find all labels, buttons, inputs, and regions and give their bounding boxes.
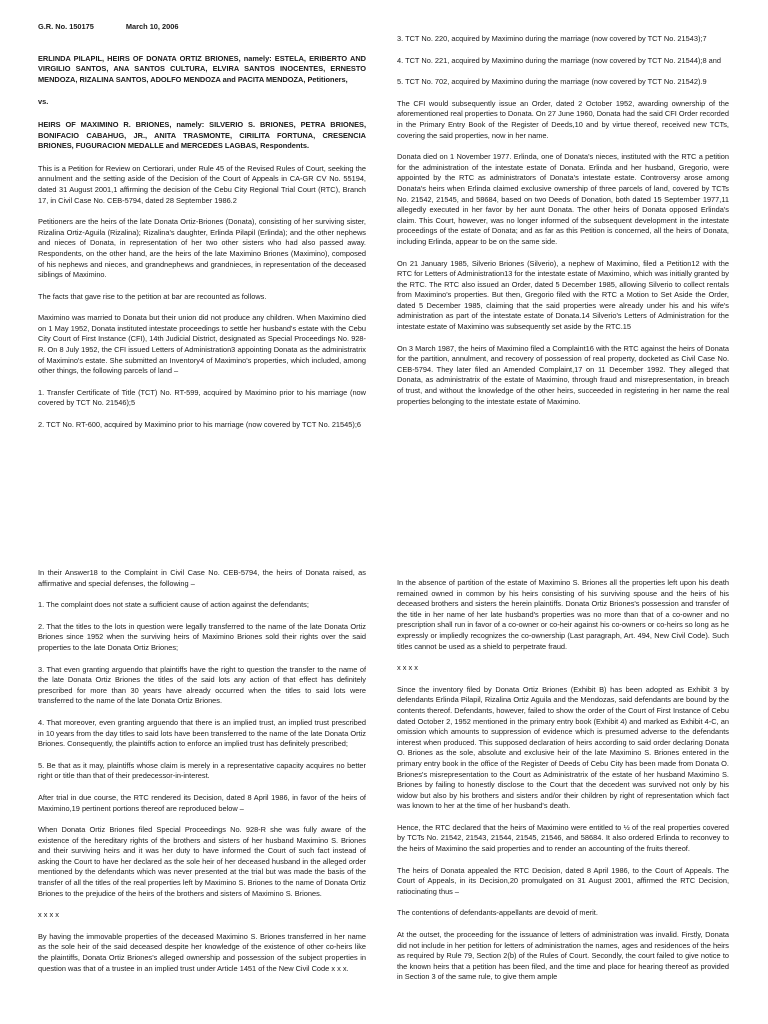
case-heading bbox=[38, 22, 366, 33]
body-paragraph: The contentions of defendants-appellants are devoid of merit. bbox=[397, 908, 598, 918]
body-paragraph: Maximino was married to Donata but their union did not produce any children. When Maximino died on 1 May 1952, Donata instituted intestate proceedings to settle her husband's estate with the Cebu City Court of First Instance (CFI), 14th Judicial District, designated as Special Proceedings No. 928-R. On 8 July 1952, the CFI issued Letters of Administration3 appointing Donata as the administratrix of Maximino's estate. She submitted an Inventory4 of Maximino's properties, which included, among other things, the following parcels of land – bbox=[38, 313, 366, 376]
body-paragraph: The facts that gave rise to the petition at bar are recounted as follows. bbox=[38, 291, 267, 301]
body-paragraph: On 3 March 1987, the heirs of Maximino filed a Complaint16 with the RTC against the heirs of Donata for the partition, annulment, and recovery of possession of real property, docketed as Civil Case No. CEB-5794. They later filed an Amended Complaint,17 on 11 December 1992. They alleged that Donata, as administratrix of the estate of Maximino, through fraud and misrepresentation, in breach of trust, and without the knowledge of the other heirs, succeeded in registering in her name the real properties belonging to the intestate estate of Maximino. bbox=[397, 343, 729, 406]
petitioners-block: ERLINDA PILAPIL, HEIRS OF DONATA ORTIZ BRIONES, namely: ESTELA, ERIBERTO AND VIRGILIO SANTOS, ANA SANTOS CULTURA, ELVIRA SANTOS INOCENTES, ERNESTO MENDOZA, RIZALINA SANTOS, ADOLFO MENDOZA and PACITA MENDOZA, Petitioners, bbox=[38, 53, 366, 84]
body-paragraph: 2. TCT No. RT-600, acquired by Maximino prior to his marriage (now covered by TCT No. 21545);6 bbox=[38, 420, 362, 430]
body-paragraph: 1. Transfer Certificate of Title (TCT) No. RT-599, acquired by Maximino prior to his marriage (now covered by TCT No. 21546);5 bbox=[38, 387, 366, 408]
body-paragraph: Hence, the RTC declared that the heirs of Maximino were entitled to ½ of the real properties covered by TCTs No. 21542, 21543, 21544, 21545, 21546, and 58684. It also ordered Erlinda to reconvey to the heirs of Maximino the said properties and to render an accounting of the fruits thereof. bbox=[397, 822, 729, 854]
body-paragraph: The CFI would subsequently issue an Order, dated 2 October 1952, awarding ownership of the aforementioned real properties to Donata. On 27 June 1960, Donata had the said CFI Order recorded in the Primary Entry Book of the Register of Deeds,10 and by virtue thereof, received new TCTs, covering the said properties, now in her name. bbox=[397, 98, 729, 140]
body-paragraph: On 21 January 1985, Silverio Briones (Silverio), a nephew of Maximino, filed a Petition12 with the RTC for Letters of Administration13 for the intestate estate of Maximino, which was initially granted by the RTC. The RTC also issued an Order, dated 5 December 1985, allowing Silverio to collect rentals from Maximino's properties. But then, Gregorio filed with the RTC a Motion to Set Aside the Order, dated 5 December 1985, claiming that the said properties were already under his and his wife's administration as part of the intestate estate of Donata.14 Silverio's Letters of Administration for the intestate estate of Maximino was subsequently set aside by the RTC.15 bbox=[397, 258, 729, 332]
body-paragraph: x x x x bbox=[38, 910, 59, 920]
column-top-right bbox=[397, 34, 729, 512]
body-paragraph: At the outset, the proceeding for the issuance of letters of administration was invalid. Firstly, Donata did not include in her petition for letters of administration the names, ages and residences of the heirs as required by Rule 79, Section 2(b) of the Rules of Court. Secondly, the court failed to give notice to the known heirs that a petition has been filed, and the time and place for hearing thereof as provided in Section 3 of the same rule, to give them ample bbox=[397, 930, 729, 982]
body-paragraph: By having the immovable properties of the deceased Maximino S. Briones transferred in her name as the sole heir of the said deceased despite her knowledge of the existence of other co-heirs like the plaintiffs, Donata Ortiz Briones's alleged ownership and possession of the subject properties in question was that of a trustee in an implied trust under Article 1451 of the New Civil Code x x x. bbox=[38, 931, 366, 973]
body-paragraph: x x x x bbox=[397, 663, 418, 673]
body-paragraph: In their Answer18 to the Complaint in Civil Case No. CEB-5794, the heirs of Donata raised, as affirmative and special defenses, the following – bbox=[38, 568, 366, 588]
body-paragraph: After trial in due course, the RTC rendered its Decision, dated 8 April 1986, in favor of the heirs of Maximino,19 pertinent portions thereof are reproduced below – bbox=[38, 792, 366, 813]
body-paragraph: 4. TCT No. 221, acquired by Maximino during the marriage (now covered by TCT No. 21544);8 and bbox=[397, 55, 721, 65]
body-paragraph: Donata died on 1 November 1977. Erlinda, one of Donata's nieces, instituted with the RTC a petition for the administration of the intestate estate of Donata. Erlinda and her husband, Gregorio, were appointed by the RTC as administrators of Donata's intestate estate. Controversy arose among Donata's heirs when Erlinda claimed exclusive ownership of three parcels of land, covered by TCTs No. 21542, 21545, and 58684, based on two Deeds of Donation, both dated 15 September 1977,11 allegedly executed in her favor by her aunt Donata. The other heirs of Donata opposed Erlinda's claim. This Court, however, was no longer informed of the subsequent development in the intestate proceedings of the estate of Donata; and as far as this Petition is concerned, all the heirs of Donata, including Erlinda, appear to be on the same side. bbox=[397, 152, 729, 246]
body-paragraph: 5. TCT No. 702, acquired by Maximino during the marriage (now covered by TCT No. 21542).9 bbox=[397, 77, 707, 87]
body-paragraph: The heirs of Donata appealed the RTC Decision, dated 8 April 1986, to the Court of Appeals. The Court of Appeals, in its Decision,20 promulgated on 31 August 2001, affirmed the RTC Decision, ratiocinating thus – bbox=[397, 865, 729, 896]
body-paragraph: In the absence of partition of the estate of Maximino S. Briones all the properties left upon his death remained owned in common by his heirs consisting of his surviving spouse and the heirs of his deceased brothers and sisters the herein plaintiffs. Donata Ortiz Briones's possession and transfer of the title in her name of her late husband's properties was no more than that of a co-owner and no prescription shall run in favor of a co-owner or co-heir against his co-owners or co-heirs so long as he expressly or impliedly recognizes the co-ownership (Last paragraph, Art. 494, New Civil Code). Such titles cannot be used as a shield to perpetrate fraud. bbox=[397, 578, 729, 651]
body-paragraph: When Donata Ortiz Briones filed Special Proceedings No. 928-R she was fully aware of the existence of the hereditary rights of the brothers and sisters of her husband Maximino S. Briones and their surviving heirs and it was her duty to have informed the Court of such fact instead of asking the Court to have her declared as the sole heir of her deceased husband in the alleged order mentioned by the defendants which was never presented at the trial but was made the basis of the transfer of all the titles of the real properties left by Maximino S. Briones to the name of Donata Ortiz Briones to the prejudice of the heirs of the brothers and sisters of Maximino S. Briones. bbox=[38, 825, 366, 898]
bottom-right-body bbox=[397, 578, 729, 983]
case-number: G.R. No. 150175 bbox=[38, 22, 94, 31]
column-bottom-right bbox=[397, 578, 729, 1024]
body-paragraph: Since the inventory filed by Donata Ortiz Briones (Exhibit B) has been adopted as Exhibit 3 by defendants Erlinda Pilapil, Rizalina Ortiz Aguila and the Mendozas, said defendants are bound by the contents thereof. Defendants, however, failed to show the order of the Court of First Instance of Cebu dated October 2, 1952 mentioned in the primary entry book (Exhibit 4) and marked as Exhibit 4-C, an omission which amounts to suppression of evidence which is presumed adverse to the defendants interest when produced. This supposed declaration of heirs according to said order declaring Donata O. Briones as the sole, absolute and exclusive heir of the late Maximino S. Briones entered in the primary entry book in the office of the Register of Deeds of Cebu City has been made from Donata O. Briones's misrepresentation to the Court as Administratrix of the estate of her husband Maximino S. Briones by failing to honestly disclose to the Court that the decedent was survived not only by his widow but also by his brothers and sisters and/or their children by right of representation which fact was known to her at the time of her husband's death. bbox=[397, 684, 729, 811]
versus-label: vs. bbox=[38, 97, 49, 107]
column-bottom-left bbox=[38, 568, 366, 1024]
top-left-body bbox=[38, 164, 366, 431]
body-paragraph: 4. That moreover, even granting arguendo that there is an implied trust, an implied trust prescribed in 10 years from the day titles to said lots have been transferred to the name of the late Donata Ortiz Briones. Consequently, the plaintiffs action to enforce an implied trust has definitely prescribed; bbox=[38, 717, 366, 749]
body-paragraph: This is a Petition for Review on Certiorari, under Rule 45 of the Revised Rules of Court, seeking the annulment and the setting aside of the Decision of the Court of Appeals in CA-GR CV No. 55194, dated 31 August 2001,1 affirming the decision of the Cebu City Regional Trial Court (RTC), Branch 17, in Civil Case No. CEB-5794, dated 28 September 1986.2 bbox=[38, 163, 366, 205]
case-date: March 10, 2006 bbox=[125, 22, 179, 31]
bottom-left-body bbox=[38, 568, 366, 974]
body-paragraph: 3. That even granting arguendo that plaintiffs have the right to question the transfer to the name of the late Donata Ortiz Briones the titles of the said lots any action of that effect has definitely prescribed for more than 30 years have already occurred when the titles to said lots were transferred to the name of the late Donata Ortiz Briones. bbox=[38, 664, 366, 706]
top-right-body bbox=[397, 34, 729, 407]
column-top-left bbox=[38, 22, 366, 512]
body-paragraph: Petitioners are the heirs of the late Donata Ortiz-Briones (Donata), consisting of her surviving sister, Rizalina Ortiz-Aguila (Rizalina); Rizalina's daughter, Erlinda Pilapil (Erlinda); and the other nephews and nieces of Donata, in representation of her two other sisters who had also passed away. Respondents, on the other hand, are the heirs of the late Maximino Briones (Maximino), composed of his nephews and nieces, and grandnephews and grandnieces, in representation of the deceased siblings of Maximino. bbox=[38, 217, 366, 280]
body-paragraph: 1. The complaint does not state a sufficient cause of action against the defendants; bbox=[38, 600, 309, 610]
respondents-block: HEIRS OF MAXIMINO R. BRIONES, namely: SILVERIO S. BRIONES, PETRA BRIONES, BONIFACIO CABAHUG, JR., ANITA TRASMONTE, CIRILITA FORTUNA, CRESENCIA BRIONES, FUGURACION MEDALLE and MERCEDES LAGBAS, Respondents. bbox=[38, 119, 366, 151]
body-paragraph: 3. TCT No. 220, acquired by Maximino during the marriage (now covered by TCT No. 21543);7 bbox=[397, 34, 707, 43]
body-paragraph: 2. That the titles to the lots in question were legally transferred to the name of the late Donata Ortiz Briones since 1952 when the surviving heirs of Maximino Briones sold their rights over the said properties to the late Donata Ortiz Briones; bbox=[38, 621, 366, 652]
body-paragraph: 5. Be that as it may, plaintiffs whose claim is merely in a representative capacity acquires no better right or title than that of their predecessor-in-interest. bbox=[38, 760, 366, 781]
